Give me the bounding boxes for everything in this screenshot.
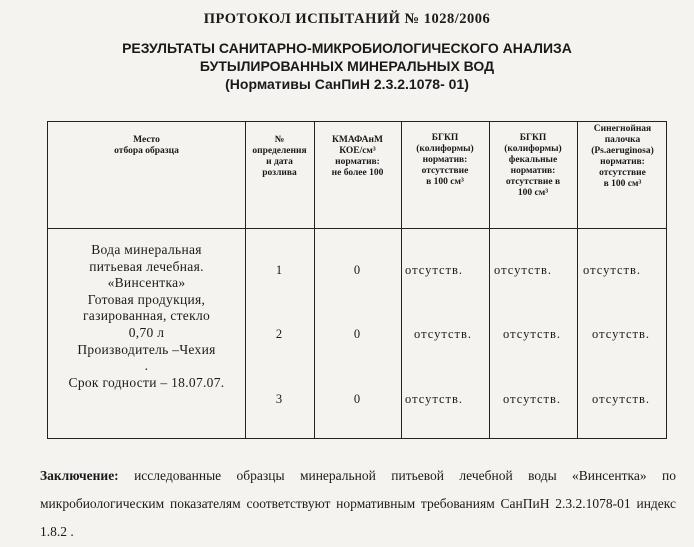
header-divider (48, 228, 666, 229)
row-3-bgkp-fecal: отсутств. (503, 392, 561, 406)
conclusion-label: Заключение: (40, 468, 119, 483)
row-2-number: 2 (275, 327, 284, 341)
row-1-bgkp-fecal: отсутств. (494, 263, 552, 277)
header-sampling-place: Место отбора образца (114, 135, 179, 156)
row-1-bgkp: отсутств. (405, 263, 463, 277)
conclusion-text: исследованные образцы минеральной питьевой лечебной воды «Винсентка» по микробиологическим показателям соответствуют нормативным требованиям СанПиН 2.3.2.1078-01 индекс 1.8.2 . (40, 468, 676, 539)
row-2-bgkp: отсутств. (414, 327, 472, 341)
row-2-kmafanm: 0 (353, 327, 362, 341)
sample-description: Вода минеральная питьевая лечебная. «Винсентка» Готовая продукция, газированная, стекло 0,70 л Производитель –Чехия . Срок годности – 18.07.07. (68, 242, 225, 390)
results-heading (0, 39, 694, 93)
header-bgkp-fecal: БГКП (колиформы) фекальные норматив: отсутствие в 100 см³ (504, 133, 562, 198)
results-table (47, 121, 667, 439)
header-kmafanm: КМАФАнМ КОЕ/см³ норматив: не более 100 (331, 135, 384, 178)
row-3-pseudomonas: отсутств. (592, 392, 650, 406)
row-3-bgkp: отсутств. (405, 392, 463, 406)
results-heading-line-3: (Нормативы СанПиН 2.3.2.1078- 01) (225, 76, 469, 92)
row-1-kmafanm: 0 (353, 263, 362, 277)
header-bgkp: БГКП (колиформы) норматив: отсутствие в 100 см³ (416, 133, 474, 187)
header-pseudomonas: Синегнойная палочка (Ps.aeruginosa) норматив: отсутствие в 100 см³ (591, 124, 654, 189)
header-number-date: № определения и дата розлива (252, 135, 307, 178)
row-1-pseudomonas: отсутств. (583, 263, 641, 277)
row-3-kmafanm: 0 (353, 392, 362, 406)
row-1-number: 1 (275, 263, 284, 277)
results-heading-line-1: РЕЗУЛЬТАТЫ САНИТАРНО-МИКРОБИОЛОГИЧЕСКОГО АНАЛИЗА (122, 40, 572, 56)
conclusion-paragraph (40, 462, 676, 546)
row-2-pseudomonas: отсутств. (592, 327, 650, 341)
protocol-title: ПРОТОКОЛ ИСПЫТАНИЙ № 1028/2006 (203, 11, 491, 27)
results-heading-line-2: БУТЫЛИРОВАННЫХ МИНЕРАЛЬНЫХ ВОД (199, 58, 495, 74)
row-3-number: 3 (275, 392, 284, 406)
row-2-bgkp-fecal: отсутств. (503, 327, 561, 341)
